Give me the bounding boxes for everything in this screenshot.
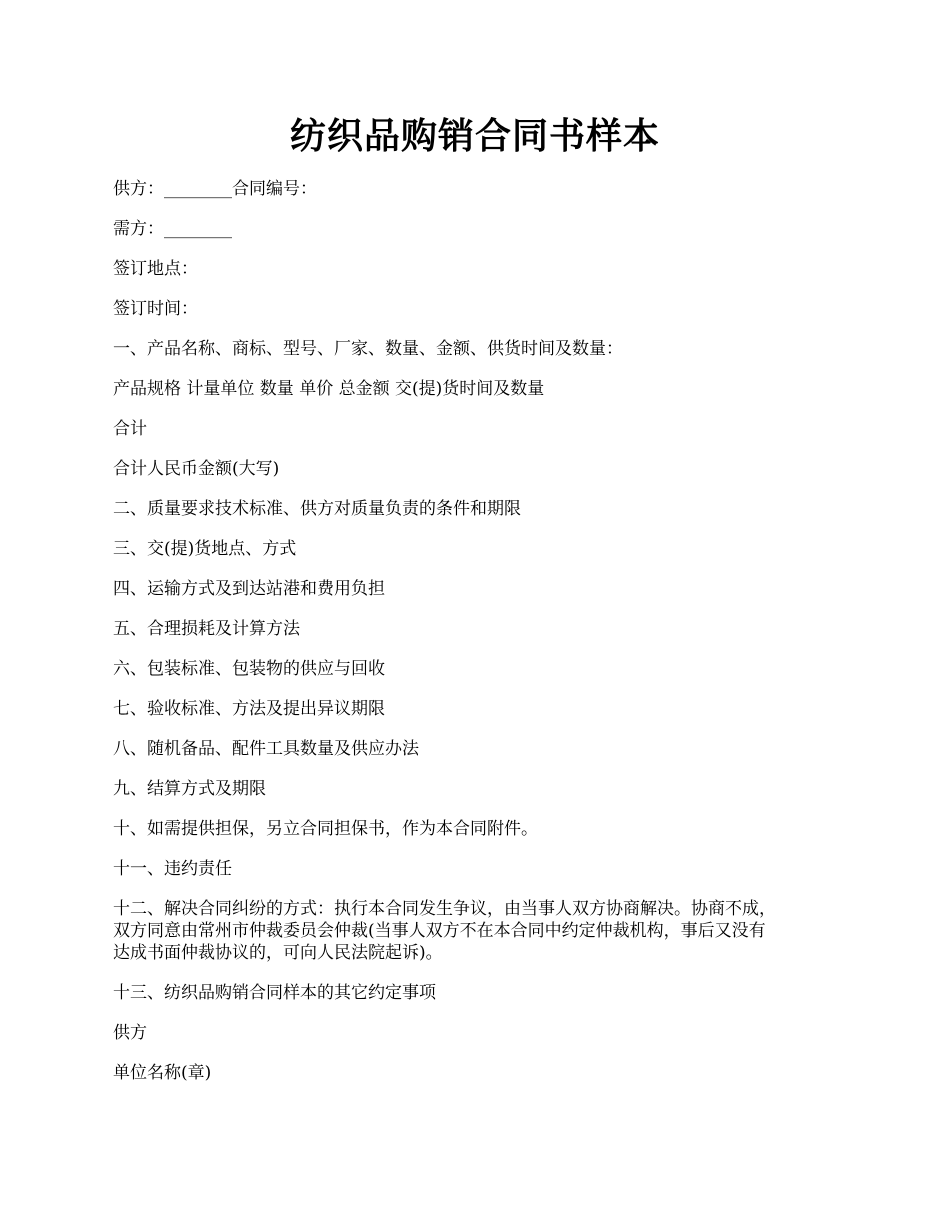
clause-10: 十、如需提供担保，另立合同担保书，作为本合同附件。 <box>113 819 538 839</box>
clause-13: 十三、纺织品购销合同样本的其它约定事项 <box>113 983 436 1003</box>
total-rmb-line: 合计人民币金额(大写) <box>113 459 280 479</box>
clause-5: 五、合理损耗及计算方法 <box>113 619 300 639</box>
signing-time-line: 签订时间： <box>113 299 198 319</box>
clause-4: 四、运输方式及到达站港和费用负担 <box>113 579 385 599</box>
clause-11: 十一、违约责任 <box>113 859 232 879</box>
supplier-line: 供方：________合同编号： <box>113 179 317 199</box>
buyer-line: 需方：________ <box>113 219 232 239</box>
clause-7: 七、验收标准、方法及提出异议期限 <box>113 699 385 719</box>
clause-8: 八、随机备品、配件工具数量及供应办法 <box>113 739 419 759</box>
clause-3: 三、交(提)货地点、方式 <box>113 539 297 559</box>
clause-12-line-2: 双方同意由常州市仲裁委员会仲裁(当事人双方不在本合同中约定仲裁机构，事后又没有 <box>113 921 766 941</box>
clause-9: 九、结算方式及期限 <box>113 779 266 799</box>
unit-name-seal-label: 单位名称(章) <box>113 1063 212 1083</box>
document-body <box>113 178 833 1102</box>
document-title: 纺织品购销合同书样本 <box>289 115 660 157</box>
clause-12 <box>113 898 833 964</box>
product-table-header: 产品规格 计量单位 数量 单价 总金额 交(提)货时间及数量 <box>113 379 545 399</box>
clause-1: 一、产品名称、商标、型号、厂家、数量、金额、供货时间及数量： <box>113 339 623 359</box>
clause-12-line-1: 十二、解决合同纠纷的方式：执行本合同发生争议，由当事人双方协商解决。协商不成， <box>113 899 776 919</box>
total-line: 合计 <box>113 419 147 439</box>
signing-place-line: 签订地点： <box>113 259 198 279</box>
clause-6: 六、包装标准、包装物的供应与回收 <box>113 659 385 679</box>
clause-12-line-3: 达成书面仲裁协议的，可向人民法院起诉)。 <box>113 943 443 963</box>
clause-2: 二、质量要求技术标准、供方对质量负责的条件和期限 <box>113 499 521 519</box>
supplier-signature-label: 供方 <box>113 1023 147 1043</box>
